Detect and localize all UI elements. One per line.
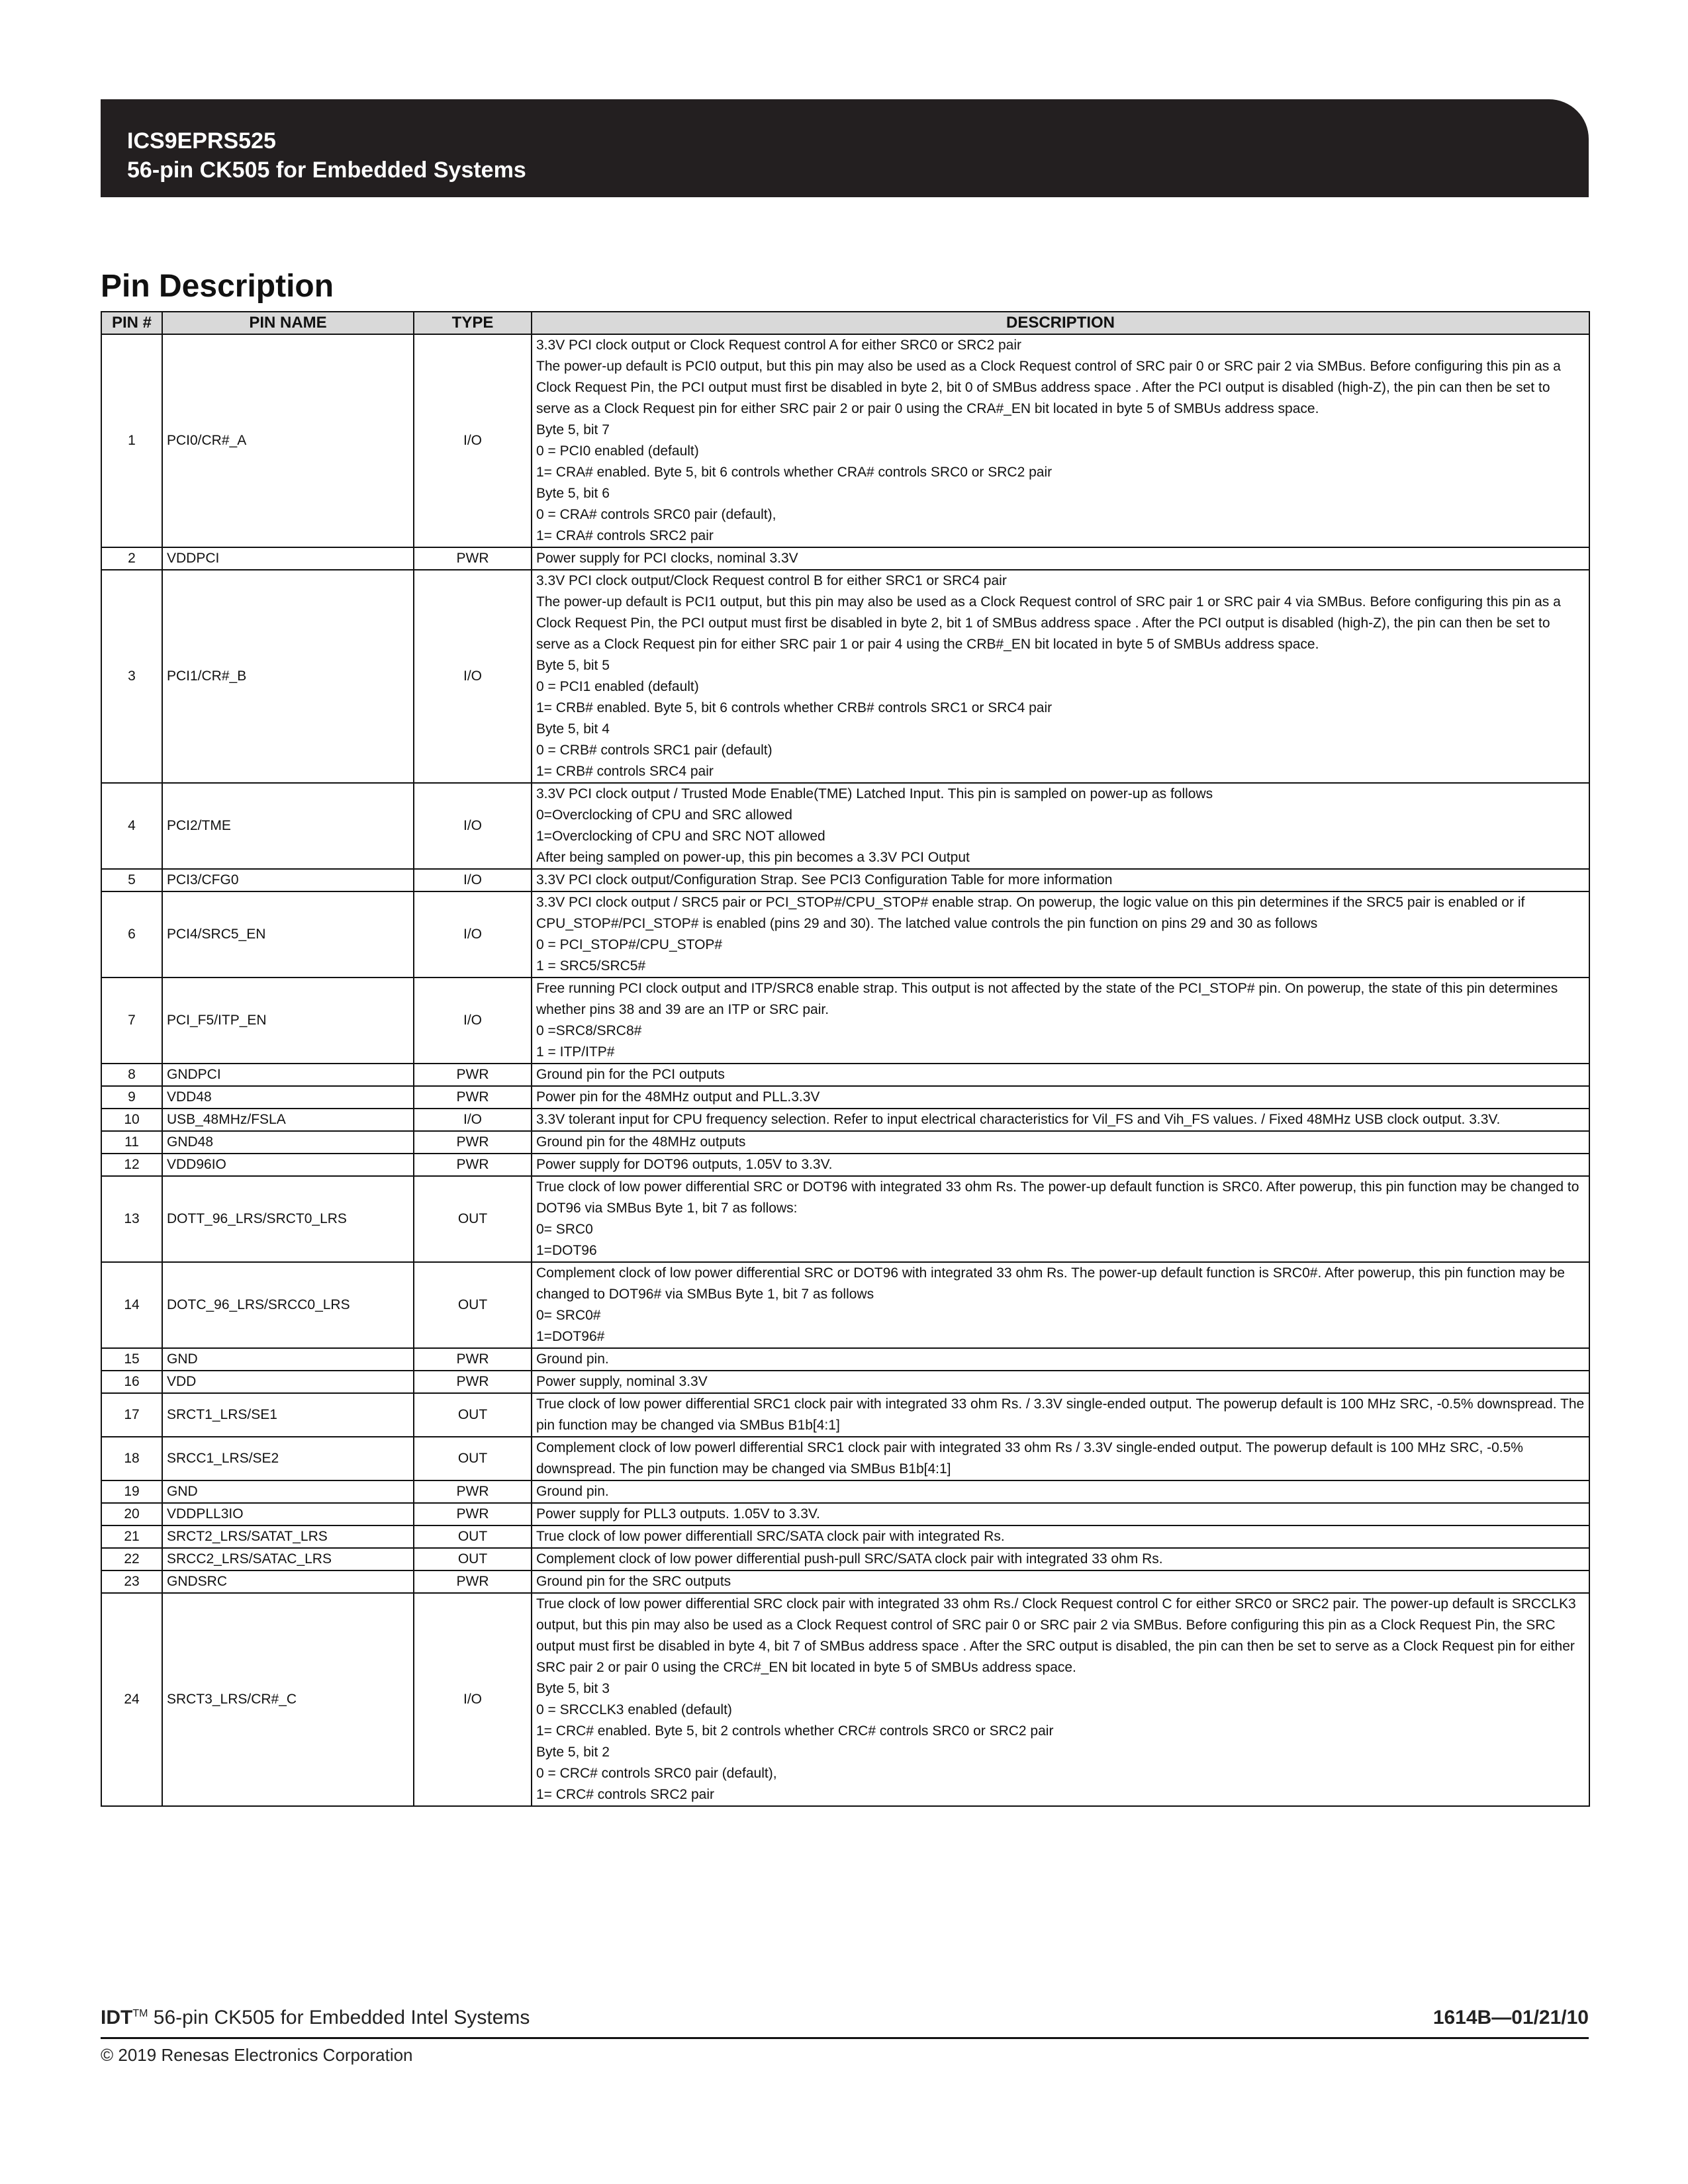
- description-line: Complement clock of low power differential push-pull SRC/SATA clock pair with integrated 33 ohm Rs.: [536, 1551, 1163, 1567]
- pin-description-cell: [532, 334, 1589, 547]
- table-row: [101, 1437, 1589, 1480]
- description-line: 1= CRA# controls SRC2 pair: [536, 528, 714, 543]
- description-line: Ground pin for the PCI outputs: [536, 1067, 725, 1082]
- pin-number-cell: 21: [101, 1525, 162, 1548]
- description-line: 1=DOT96#: [536, 1329, 605, 1344]
- footer-doc-code: 1614B—01/21/10: [1432, 2007, 1589, 2028]
- description-line: After being sampled on power-up, this pin becomes a 3.3V PCI Output: [536, 850, 970, 865]
- pin-number-cell: 20: [101, 1503, 162, 1525]
- pin-description-table: [101, 311, 1590, 1807]
- description-line: 3.3V PCI clock output or Clock Request control A for either SRC0 or SRC2 pair: [536, 338, 1022, 353]
- table-row: [101, 1064, 1589, 1086]
- pin-description-cell: [532, 869, 1589, 891]
- pin-number-cell: 13: [101, 1176, 162, 1262]
- description-line: Complement clock of low powerl differential SRC1 clock pair with integrated 33 ohm Rs / 3.3V single-ended output. The powerup default is 100 MHz SRC, -0.5% downspread. The pin function may be changed via SMBus B1b[4:1]: [536, 1440, 1523, 1477]
- part-number: ICS9EPRS525: [127, 128, 276, 154]
- table-row: [101, 1262, 1589, 1348]
- pin-name-cell: DOTT_96_LRS/SRCT0_LRS: [162, 1176, 414, 1262]
- pin-number-cell: 16: [101, 1371, 162, 1393]
- pin-name-cell: SRCT3_LRS/CR#_C: [162, 1593, 414, 1806]
- pin-description-cell: [532, 1393, 1589, 1437]
- pin-number-cell: 11: [101, 1131, 162, 1154]
- description-line: 0 = CRB# controls SRC1 pair (default): [536, 743, 773, 758]
- pin-type-cell: PWR: [414, 1131, 532, 1154]
- pin-type-cell: I/O: [414, 978, 532, 1064]
- pin-description-cell: [532, 783, 1589, 869]
- table-row: [101, 1593, 1589, 1806]
- pin-number-cell: 9: [101, 1086, 162, 1109]
- footer-trademark: TM: [132, 2008, 148, 2019]
- pin-name-cell: VDD48: [162, 1086, 414, 1109]
- column-header-type: TYPE: [414, 312, 532, 334]
- pin-description-cell: [532, 547, 1589, 570]
- description-line: 1= CRC# enabled. Byte 5, bit 2 controls whether CRC# controls SRC0 or SRC2 pair: [536, 1723, 1054, 1739]
- description-line: 0=Overclocking of CPU and SRC allowed: [536, 807, 792, 823]
- table-row: [101, 1086, 1589, 1109]
- pin-number-cell: 6: [101, 891, 162, 978]
- description-line: 1= CRB# enabled. Byte 5, bit 6 controls whether CRB# controls SRC1 or SRC4 pair: [536, 700, 1053, 715]
- pin-number-cell: 1: [101, 334, 162, 547]
- description-line: Byte 5, bit 4: [536, 721, 610, 737]
- pin-number-cell: 23: [101, 1570, 162, 1593]
- pin-type-cell: I/O: [414, 869, 532, 891]
- table-row: [101, 1176, 1589, 1262]
- description-line: Power supply for DOT96 outputs, 1.05V to 3.3V.: [536, 1157, 833, 1172]
- description-line: 1=Overclocking of CPU and SRC NOT allowed: [536, 829, 825, 844]
- pin-description-cell: [532, 1593, 1589, 1806]
- pin-description-cell: [532, 1525, 1589, 1548]
- description-line: Ground pin for the 48MHz outputs: [536, 1134, 746, 1150]
- table-header-row: [101, 312, 1589, 334]
- pin-description-cell: [532, 1086, 1589, 1109]
- pin-name-cell: SRCT2_LRS/SATAT_LRS: [162, 1525, 414, 1548]
- description-line: 3.3V PCI clock output/Clock Request control B for either SRC1 or SRC4 pair: [536, 573, 1007, 588]
- description-line: 1= CRB# controls SRC4 pair: [536, 764, 714, 779]
- description-line: Ground pin.: [536, 1484, 609, 1499]
- pin-description-cell: [532, 1262, 1589, 1348]
- footer-doc-title: 56-pin CK505 for Embedded Intel Systems: [148, 2007, 530, 2028]
- pin-name-cell: PCI1/CR#_B: [162, 570, 414, 783]
- pin-number-cell: 2: [101, 547, 162, 570]
- pin-type-cell: OUT: [414, 1525, 532, 1548]
- column-header-description: DESCRIPTION: [532, 312, 1589, 334]
- pin-description-cell: [532, 978, 1589, 1064]
- description-line: Ground pin for the SRC outputs: [536, 1574, 731, 1589]
- description-line: Power pin for the 48MHz output and PLL.3.3V: [536, 1089, 820, 1105]
- table-body: [101, 334, 1589, 1806]
- table-row: [101, 1131, 1589, 1154]
- pin-name-cell: GNDSRC: [162, 1570, 414, 1593]
- pin-type-cell: PWR: [414, 1570, 532, 1593]
- pin-name-cell: DOTC_96_LRS/SRCC0_LRS: [162, 1262, 414, 1348]
- header-band: [101, 99, 1589, 197]
- pin-number-cell: 14: [101, 1262, 162, 1348]
- description-line: 0= SRC0: [536, 1222, 593, 1237]
- table-row: [101, 891, 1589, 978]
- pin-type-cell: PWR: [414, 1154, 532, 1176]
- description-line: Byte 5, bit 2: [536, 1745, 610, 1760]
- table-row: [101, 334, 1589, 547]
- description-line: 1= CRC# controls SRC2 pair: [536, 1787, 715, 1802]
- pin-type-cell: PWR: [414, 1371, 532, 1393]
- pin-name-cell: USB_48MHz/FSLA: [162, 1109, 414, 1131]
- pin-number-cell: 4: [101, 783, 162, 869]
- description-line: 0= SRC0#: [536, 1308, 601, 1323]
- description-line: Byte 5, bit 6: [536, 486, 610, 501]
- pin-description-cell: [532, 1176, 1589, 1262]
- description-line: 0 =SRC8/SRC8#: [536, 1023, 642, 1038]
- table-row: [101, 1503, 1589, 1525]
- table-row: [101, 1548, 1589, 1570]
- description-line: 3.3V PCI clock output / Trusted Mode Enable(TME) Latched Input. This pin is sampled on power-up as follows: [536, 786, 1213, 801]
- pin-number-cell: 12: [101, 1154, 162, 1176]
- table-row: [101, 1525, 1589, 1548]
- pin-number-cell: 5: [101, 869, 162, 891]
- pin-description-cell: [532, 1570, 1589, 1593]
- pin-type-cell: I/O: [414, 1593, 532, 1806]
- pin-number-cell: 15: [101, 1348, 162, 1371]
- pin-type-cell: OUT: [414, 1393, 532, 1437]
- pin-name-cell: VDD: [162, 1371, 414, 1393]
- table-row: [101, 1348, 1589, 1371]
- table-row: [101, 978, 1589, 1064]
- table-row: [101, 869, 1589, 891]
- pin-type-cell: PWR: [414, 1348, 532, 1371]
- pin-number-cell: 10: [101, 1109, 162, 1131]
- description-line: Power supply, nominal 3.3V: [536, 1374, 708, 1389]
- description-line: Free running PCI clock output and ITP/SRC8 enable strap. This output is not affected by the state of the PCI_STOP# pin. On powerup, the state of this pin determines whether pins 38 and 39 are an ITP or SRC pair.: [536, 981, 1558, 1017]
- pin-type-cell: I/O: [414, 334, 532, 547]
- description-line: Complement clock of low power differential SRC or DOT96 with integrated 33 ohm Rs. The power-up default function is SRC0#. After powerup, this pin function may be changed to DOT96# via SMBus Byte 1, bit 7 as follows: [536, 1265, 1565, 1302]
- pin-type-cell: PWR: [414, 1086, 532, 1109]
- pin-name-cell: SRCC2_LRS/SATAC_LRS: [162, 1548, 414, 1570]
- table-row: [101, 1154, 1589, 1176]
- description-line: The power-up default is PCI1 output, but this pin may also be used as a Clock Request control of SRC pair 1 or SRC pair 4 via SMBus. Before configuring this pin as a Clock Request Pin, the PCI output must first be disabled in byte 2, bit 1 of SMBus address space . After the PCI output is disabled (high-Z), the pin can then be set to serve as a Clock Request pin for either SRC pair 1 or pair 4 using the CRB#_EN bit located in byte 5 of SMBUs address space.: [536, 594, 1561, 652]
- pin-description-cell: [532, 1480, 1589, 1503]
- table-row: [101, 1393, 1589, 1437]
- pin-description-cell: [532, 1437, 1589, 1480]
- pin-name-cell: SRCC1_LRS/SE2: [162, 1437, 414, 1480]
- pin-type-cell: I/O: [414, 891, 532, 978]
- pin-number-cell: 19: [101, 1480, 162, 1503]
- pin-name-cell: GND: [162, 1480, 414, 1503]
- description-line: Power supply for PLL3 outputs. 1.05V to 3.3V.: [536, 1506, 820, 1522]
- pin-description-cell: [532, 1131, 1589, 1154]
- column-header-pin: PIN #: [101, 312, 162, 334]
- column-header-pin-name: PIN NAME: [162, 312, 414, 334]
- pin-number-cell: 8: [101, 1064, 162, 1086]
- pin-type-cell: OUT: [414, 1262, 532, 1348]
- pin-number-cell: 3: [101, 570, 162, 783]
- pin-type-cell: I/O: [414, 783, 532, 869]
- pin-type-cell: PWR: [414, 1064, 532, 1086]
- description-line: 0 = PCI1 enabled (default): [536, 679, 699, 694]
- description-line: 1 = SRC5/SRC5#: [536, 958, 646, 974]
- pin-name-cell: PCI0/CR#_A: [162, 334, 414, 547]
- table-row: [101, 570, 1589, 783]
- pin-description-cell: [532, 891, 1589, 978]
- description-line: 3.3V PCI clock output / SRC5 pair or PCI_STOP#/CPU_STOP# enable strap. On powerup, the logic value on this pin determines if the SRC5 pair is enabled or if CPU_STOP#/PCI_STOP# is enabled (pins 29 and 30). The latched value controls the pin function on pins 29 and 30 as follows: [536, 895, 1525, 931]
- pin-type-cell: OUT: [414, 1437, 532, 1480]
- pin-name-cell: VDD96IO: [162, 1154, 414, 1176]
- description-line: True clock of low power differential SRC1 clock pair with integrated 33 ohm Rs. / 3.3V single-ended output. The powerup default is 100 MHz SRC, -0.5% downspread. The pin function may be changed via SMBus B1b[4:1]: [536, 1396, 1585, 1433]
- description-line: 0 = CRC# controls SRC0 pair (default),: [536, 1766, 777, 1781]
- table-row: [101, 1570, 1589, 1593]
- pin-description-cell: [532, 1064, 1589, 1086]
- table-row: [101, 547, 1589, 570]
- pin-type-cell: I/O: [414, 570, 532, 783]
- footer-brand: IDT: [101, 2007, 133, 2028]
- description-line: 3.3V PCI clock output/Configuration Strap. See PCI3 Configuration Table for more information: [536, 872, 1113, 887]
- description-line: Byte 5, bit 3: [536, 1681, 610, 1696]
- table-row: [101, 1109, 1589, 1131]
- table-row: [101, 1480, 1589, 1503]
- pin-description-cell: [532, 570, 1589, 783]
- pin-type-cell: PWR: [414, 1480, 532, 1503]
- pin-name-cell: PCI4/SRC5_EN: [162, 891, 414, 978]
- description-line: 0 = SRCCLK3 enabled (default): [536, 1702, 732, 1717]
- description-line: Ground pin.: [536, 1351, 609, 1367]
- description-line: Byte 5, bit 5: [536, 658, 610, 673]
- pin-number-cell: 7: [101, 978, 162, 1064]
- description-line: 0 = PCI_STOP#/CPU_STOP#: [536, 937, 723, 952]
- description-line: Byte 5, bit 7: [536, 422, 610, 437]
- pin-number-cell: 22: [101, 1548, 162, 1570]
- footer-title: [101, 2007, 530, 2029]
- pin-name-cell: SRCT1_LRS/SE1: [162, 1393, 414, 1437]
- description-line: True clock of low power differentiall SRC/SATA clock pair with integrated Rs.: [536, 1529, 1005, 1544]
- pin-type-cell: PWR: [414, 547, 532, 570]
- pin-name-cell: PCI3/CFG0: [162, 869, 414, 891]
- description-line: 3.3V tolerant input for CPU frequency selection. Refer to input electrical characteristics for Vil_FS and Vih_FS values. / Fixed 48MHz USB clock output. 3.3V.: [536, 1112, 1501, 1127]
- description-line: 1=DOT96: [536, 1243, 597, 1258]
- description-line: True clock of low power differential SRC clock pair with integrated 33 ohm Rs./ Clock Request control C for either SRC0 or SRC2 pair. The power-up default is SRCCLK3 output, but this pin may also be used as a Clock Request control of SRC pair 0 or SRC pair 2 via SMBus. Before configuring this pin as a Clock Request Pin, the SRC output must first be disabled in byte 4, bit 7 of SMBus address space . After the SRC output is disabled, the pin can then be set to serve as a Clock Request pin for either SRC pair 2 or pair 0 using the CRC#_EN bit located in byte 5 of SMBUs address space.: [536, 1596, 1576, 1675]
- description-line: Power supply for PCI clocks, nominal 3.3V: [536, 551, 798, 566]
- document-subtitle: 56-pin CK505 for Embedded Systems: [127, 158, 526, 183]
- pin-description-cell: [532, 1548, 1589, 1570]
- description-line: 0 = PCI0 enabled (default): [536, 443, 699, 459]
- pin-name-cell: PCI_F5/ITP_EN: [162, 978, 414, 1064]
- pin-number-cell: 18: [101, 1437, 162, 1480]
- table-row: [101, 1371, 1589, 1393]
- section-title: Pin Description: [101, 269, 334, 304]
- description-line: The power-up default is PCI0 output, but this pin may also be used as a Clock Request control of SRC pair 0 or SRC pair 2 via SMBus. Before configuring this pin as a Clock Request Pin, the PCI output must first be disabled in byte 2, bit 0 of SMBus address space . After the PCI output is disabled (high-Z), the pin can then be set to serve as a Clock Request pin for either SRC pair 2 or pair 0 using the CRA#_EN bit located in byte 5 of SMBUs address space.: [536, 359, 1561, 416]
- pin-description-cell: [532, 1348, 1589, 1371]
- description-line: 1 = ITP/ITP#: [536, 1044, 615, 1060]
- pin-type-cell: OUT: [414, 1548, 532, 1570]
- pin-name-cell: VDDPCI: [162, 547, 414, 570]
- footer-divider: [101, 2037, 1589, 2039]
- pin-name-cell: PCI2/TME: [162, 783, 414, 869]
- pin-number-cell: 17: [101, 1393, 162, 1437]
- pin-description-cell: [532, 1371, 1589, 1393]
- pin-description-cell: [532, 1503, 1589, 1525]
- pin-type-cell: PWR: [414, 1503, 532, 1525]
- description-line: 0 = CRA# controls SRC0 pair (default),: [536, 507, 776, 522]
- description-line: 1= CRA# enabled. Byte 5, bit 6 controls whether CRA# controls SRC0 or SRC2 pair: [536, 465, 1053, 480]
- copyright: © 2019 Renesas Electronics Corporation: [101, 2045, 413, 2065]
- pin-name-cell: GND48: [162, 1131, 414, 1154]
- pin-name-cell: GND: [162, 1348, 414, 1371]
- pin-number-cell: 24: [101, 1593, 162, 1806]
- description-line: True clock of low power differential SRC or DOT96 with integrated 33 ohm Rs. The power-up default function is SRC0. After powerup, this pin function may be changed to DOT96 via SMBus Byte 1, bit 7 as follows:: [536, 1179, 1579, 1216]
- pin-type-cell: OUT: [414, 1176, 532, 1262]
- pin-description-cell: [532, 1154, 1589, 1176]
- pin-name-cell: VDDPLL3IO: [162, 1503, 414, 1525]
- pin-name-cell: GNDPCI: [162, 1064, 414, 1086]
- pin-description-cell: [532, 1109, 1589, 1131]
- table-row: [101, 783, 1589, 869]
- pin-type-cell: I/O: [414, 1109, 532, 1131]
